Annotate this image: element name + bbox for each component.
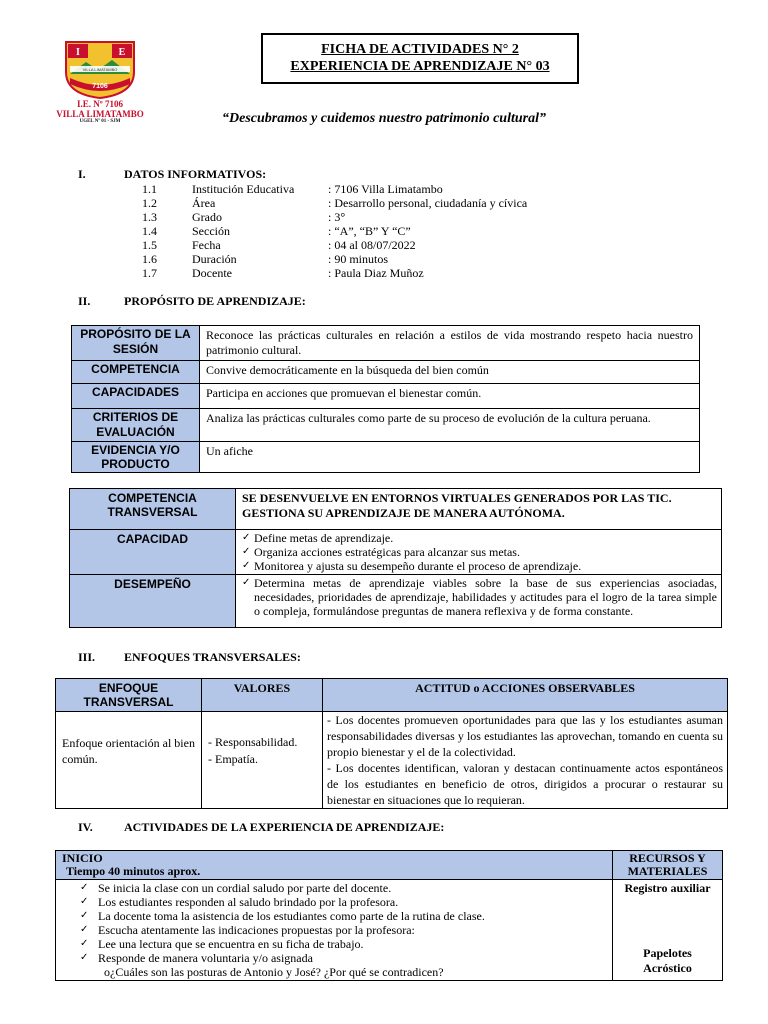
info-key: Área — [192, 196, 216, 210]
section-title: ENFOQUES TRANSVERSALES: — [124, 650, 301, 664]
section-heading-enfoques — [78, 650, 478, 664]
section-title: DATOS INFORMATIVOS: — [124, 167, 267, 181]
list-item: ✓ Define metas de aprendizaje. — [240, 531, 717, 545]
list-item: ✓ Determina metas de aprendizaje viables sobre la base de sus experiencias asociadas, necesidades, prioridades de aprendizaje, habilidades y actitudes para el logro de la tarea simple o compleja, formulándose preguntas de manera reflexiva y de forma constante. — [240, 576, 717, 618]
transversal-competence-table — [69, 488, 722, 628]
recursos-cell — [613, 880, 723, 981]
capacidad-list-cell — [236, 530, 722, 575]
column-header: VALORES — [202, 679, 323, 712]
row-label: EVIDENCIA Y/O PRODUCTO — [72, 442, 200, 473]
info-key: Fecha — [192, 238, 221, 252]
list-item: ✓ Lee una lectura que se encuentra en su ficha de trabajo. — [60, 937, 608, 951]
row-label: CRITERIOS DE EVALUACIÓN — [72, 409, 200, 442]
info-row — [142, 238, 702, 252]
experience-slogan: “Descubramos y cuidemos nuestro patrimonio cultural” — [222, 111, 546, 126]
logo-caption-line3: UGEL Nº 01 - SJM — [79, 119, 121, 124]
info-number: 1.3 — [142, 210, 157, 224]
info-number: 1.1 — [142, 182, 157, 196]
table-row — [72, 326, 700, 361]
logo-caption-line1: I.E. Nº 7106 — [77, 99, 123, 109]
competencia-label: COMPETENCIA TRANSVERSAL — [70, 489, 236, 530]
recurso-item: Registro auxiliar — [624, 881, 711, 895]
section-number: IV. — [78, 820, 93, 834]
subitem — [60, 965, 608, 979]
logo-band-text: VILLA LIMATAMBO — [82, 67, 118, 72]
info-row — [142, 252, 702, 266]
table-header-row — [56, 851, 723, 880]
info-key: Institución Educativa — [192, 182, 295, 196]
row-label: CAPACIDADES — [72, 384, 200, 409]
desempeno-label: DESEMPEÑO — [70, 575, 236, 628]
info-number: 1.7 — [142, 266, 157, 280]
table-row — [70, 530, 722, 575]
list-item: ✓ Organiza acciones estratégicas para alcanzar sus metas. — [240, 545, 717, 559]
valor-item: - Responsabilidad. — [208, 735, 298, 749]
subitem-bullet: o — [104, 965, 110, 979]
list-item: ✓ Monitorea y ajusta su desempeño durante el proceso de aprendizaje. — [240, 559, 717, 573]
row-value: Convive democráticamente en la búsqueda del bien común — [200, 361, 700, 384]
table-row — [72, 361, 700, 384]
row-label: PROPÓSITO DE LA SESIÓN — [72, 326, 200, 361]
info-value: : 7106 Villa Limatambo — [328, 182, 443, 196]
info-number: 1.6 — [142, 252, 157, 266]
inicio-time: Tiempo 40 minutos aprox. — [66, 864, 201, 878]
table-row — [56, 880, 723, 981]
purpose-table — [71, 325, 700, 473]
capacidad-list — [240, 531, 717, 573]
approaches-table — [55, 678, 728, 809]
section-number: III. — [78, 650, 96, 664]
section-heading-datos — [78, 167, 378, 181]
info-number: 1.2 — [142, 196, 157, 210]
row-value: Analiza las prácticas culturales como parte de su proceso de evolución de la cultura peruana. — [200, 409, 700, 442]
list-item: ✓ Responde de manera voluntaria y/o asignada — [60, 951, 608, 965]
table-row — [72, 442, 700, 473]
row-label: COMPETENCIA — [72, 361, 200, 384]
info-value: : 90 minutos — [328, 252, 389, 266]
table-row — [70, 575, 722, 628]
logo-number: 7106 — [92, 83, 108, 90]
section-title: ACTIVIDADES DE LA EXPERIENCIA DE APRENDIZAJE: — [124, 820, 445, 834]
info-key: Grado — [192, 210, 222, 224]
accion-item: - Los docentes identifican, valoran y destacan continuamente actos espontáneos de los estudiantes en beneficio de otros, dirigidos a procurar o restaurar su bienestar en situaciones que lo requieran. — [327, 761, 723, 807]
column-header: ACTITUD o ACCIONES OBSERVABLES — [323, 679, 728, 712]
info-value: : 3° — [328, 210, 346, 224]
info-value: : Paula Diaz Muñoz — [328, 266, 424, 280]
section-heading-proposito — [78, 294, 478, 308]
info-value: : “A”, “B” Y “C” — [328, 224, 411, 238]
row-value: Un afiche — [200, 442, 700, 473]
table-row — [72, 384, 700, 409]
table-header-row — [56, 679, 728, 712]
subitem-text: ¿Cuáles son las posturas de Antonio y José? ¿Por qué se contradicen? — [110, 965, 444, 979]
list-item: ✓ Escucha atentamente las indicaciones propuestas por la profesora: — [60, 923, 608, 937]
valor-item: - Empatía. — [208, 752, 258, 766]
info-key: Duración — [192, 252, 237, 266]
recurso-group — [613, 946, 722, 976]
column-header: ENFOQUE TRANSVERSAL — [56, 679, 202, 712]
info-number: 1.5 — [142, 238, 157, 252]
info-row — [142, 210, 702, 224]
info-key: Docente — [192, 266, 232, 280]
school-crest-icon — [52, 38, 148, 100]
list-item: ✓ La docente toma la asistencia de los estudiantes como parte de la rutina de clase. — [60, 909, 608, 923]
inicio-activities-cell — [56, 880, 613, 981]
title-box — [261, 33, 579, 84]
logo-letter-i: I — [76, 47, 80, 58]
desempeno-list-cell — [236, 575, 722, 628]
row-value: Reconoce las prácticas culturales en relación a estilos de vida mostrando respeto hacia nuestro patrimonio cultural. — [200, 326, 700, 361]
recurso-item: Papelotes — [643, 946, 692, 960]
section-title: PROPÓSITO DE APRENDIZAJE: — [124, 294, 306, 308]
section-number: II. — [78, 294, 91, 308]
recurso-item: Acróstico — [643, 961, 692, 975]
enfoque-cell: Enfoque orientación al bien común. — [56, 712, 202, 809]
acciones-cell — [323, 712, 728, 809]
logo-caption-line2: VILLA LIMATAMBO — [56, 109, 144, 119]
valores-cell — [202, 712, 323, 809]
row-value: Participa en acciones que promuevan el bienestar común. — [200, 384, 700, 409]
section-number: I. — [78, 167, 86, 181]
info-row — [142, 196, 702, 210]
info-key: Sección — [192, 224, 230, 238]
info-row — [142, 224, 702, 238]
page-title: FICHA DE ACTIVIDADES N° 2 — [321, 42, 519, 57]
section-heading-actividades — [78, 820, 578, 834]
accion-item: - Los docentes promueven oportunidades para que las y los estudiantes asuman responsabilidades diversas y los estudiantes las aprovechan, tomando en cuenta su propio bienestar y el de la colectividad. — [327, 713, 723, 759]
inicio-title: INICIO — [62, 851, 103, 865]
inicio-header — [56, 851, 613, 880]
capacidad-label: CAPACIDAD — [70, 530, 236, 575]
list-item: ✓ Se inicia la clase con un cordial saludo por parte del docente. — [60, 881, 608, 895]
table-row — [72, 409, 700, 442]
desempeno-list — [240, 576, 717, 618]
info-number: 1.4 — [142, 224, 157, 238]
table-row — [70, 489, 722, 530]
inicio-activities-list — [60, 881, 608, 965]
table-row — [56, 712, 728, 809]
activities-table — [55, 850, 723, 981]
info-row — [142, 266, 702, 280]
page-subtitle-experience: EXPERIENCIA DE APRENDIZAJE N° 03 — [290, 59, 550, 74]
recursos-header: RECURSOS Y MATERIALES — [613, 851, 723, 880]
info-value: : Desarrollo personal, ciudadanía y cívica — [328, 196, 528, 210]
competencia-value: SE DESENVUELVE EN ENTORNOS VIRTUALES GENERADOS POR LAS TIC. GESTIONA SU APRENDIZAJE DE MANERA AUTÓNOMA. — [236, 489, 722, 530]
list-item: ✓ Los estudiantes responden al saludo brindado por la profesora. — [60, 895, 608, 909]
logo-letter-e: E — [118, 47, 126, 58]
info-value: : 04 al 08/07/2022 — [328, 238, 416, 252]
info-row — [142, 182, 702, 196]
